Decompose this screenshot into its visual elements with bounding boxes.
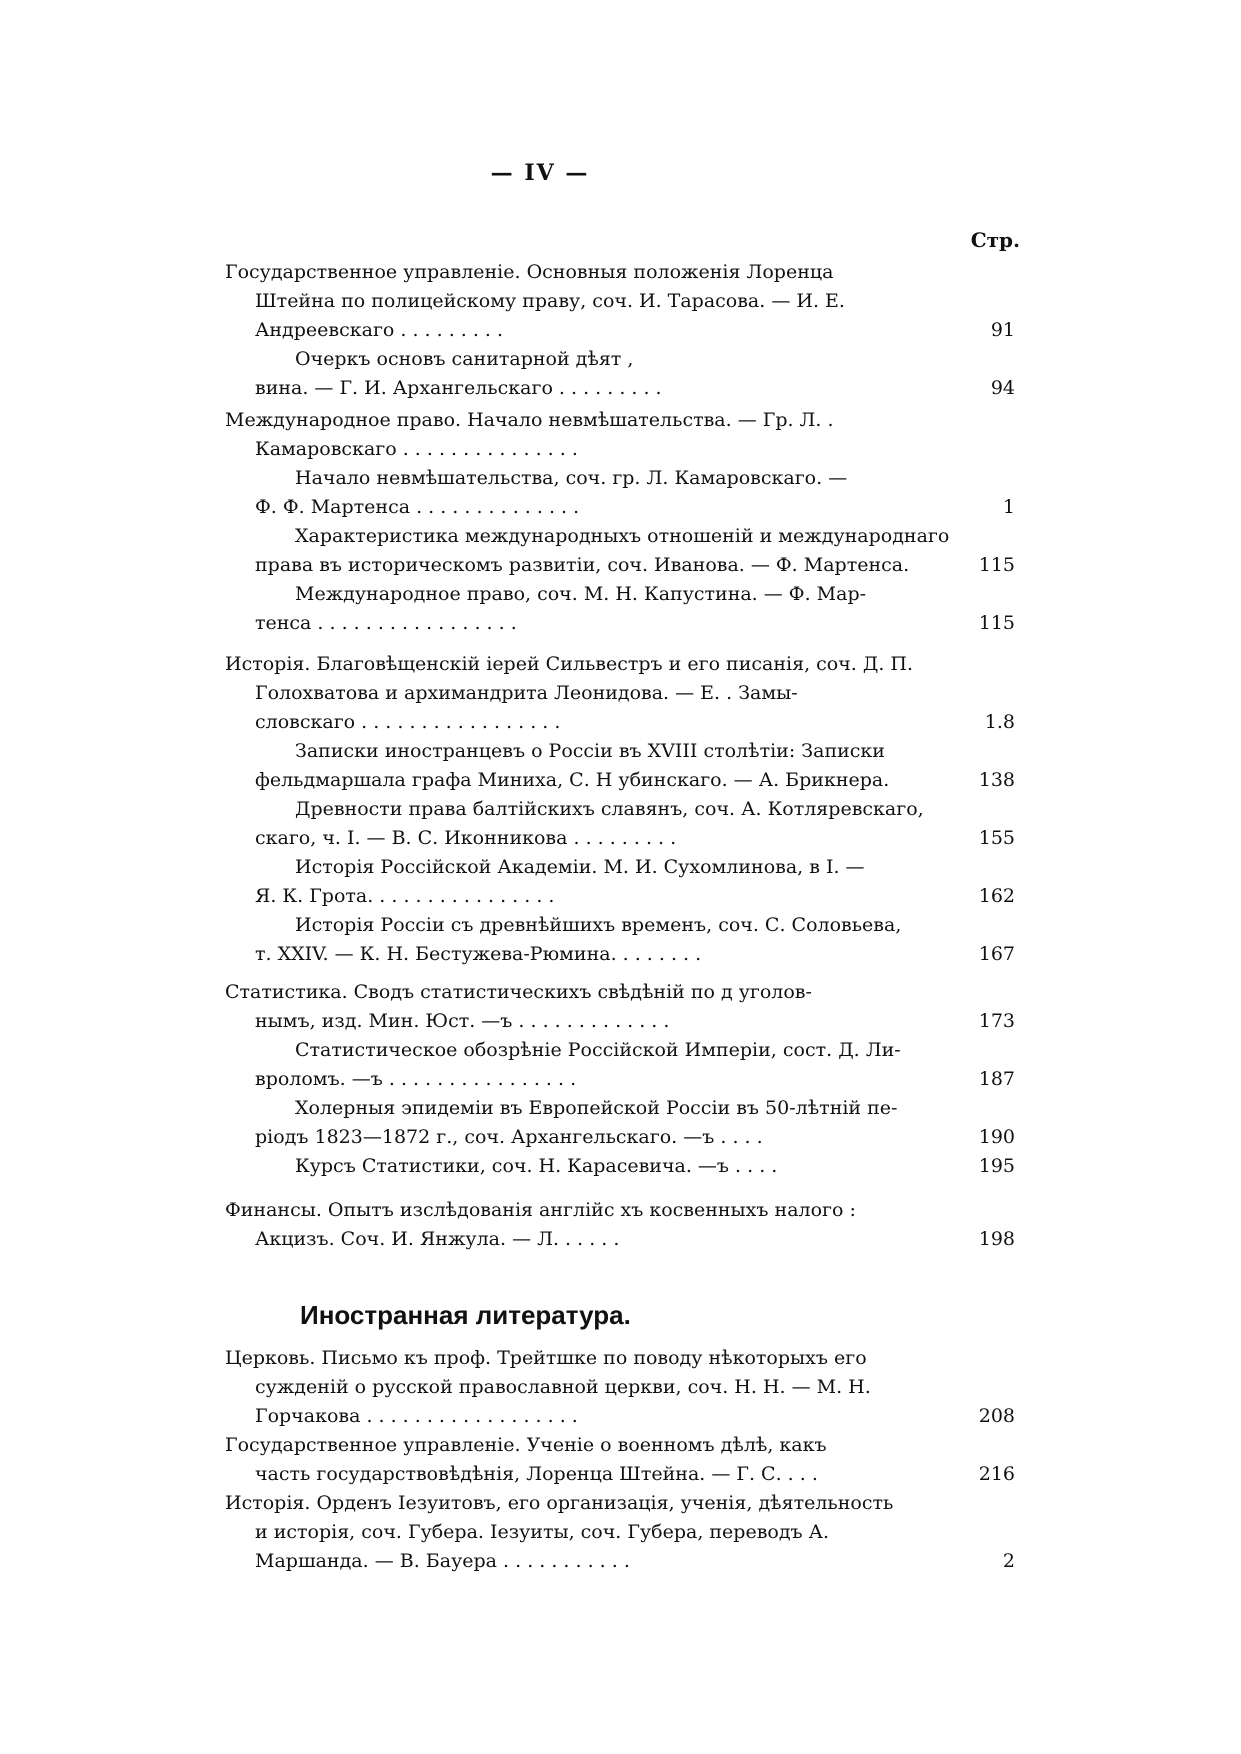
toc-text: тенса . . . . . . . . . . . . . . . . . [255,612,517,634]
toc-line: Характеристика международныхъ отношеній и международнаго [295,525,950,547]
toc-line [225,824,1015,853]
toc-line: Начало невмѣшательства, соч. гр. Л. Камаровскаго. — [295,467,848,489]
toc-line: Голохватова и архимандрита Леонидова. — Е. . Замы- [255,682,798,704]
toc-entry [225,406,1015,638]
toc-line: Финансы. Опытъ изслѣдованія англійс хъ косвенныхъ налого : [225,1199,856,1221]
toc-text: Акцизъ. Соч. И. Янжула. — Л. . . . . . [255,1228,620,1250]
toc-page: 155 [978,827,1015,849]
toc-line: Древности права балтійскихъ славянъ, соч. А. Котляревскаго, [295,798,924,820]
toc-page: 138 [978,769,1015,791]
toc-line [225,1547,1015,1576]
toc-entry [225,1431,1015,1489]
toc-page: 187 [978,1068,1015,1090]
toc-text: Горчакова . . . . . . . . . . . . . . . . . . [255,1405,578,1427]
toc-entry [225,978,1015,1181]
section-title: Иностранная литература. [300,1300,631,1330]
toc-page: 115 [978,612,1015,634]
toc-text: права въ историческомъ развитіи, соч. Иванова. — Ф. Мартенса. [255,554,910,576]
toc-text: Ф. Ф. Мартенса . . . . . . . . . . . . . . [255,496,580,518]
toc-line [225,940,1015,969]
toc-line: Исторія. Благовѣщенскій іерей Сильвестръ и его писанія, соч. Д. П. [225,653,914,675]
toc-text: Курсъ Статистики, соч. Н. Карасевича. —ъ . . . . [295,1155,778,1177]
page-column-label: Стр. [970,228,1020,252]
toc-line [225,1065,1015,1094]
toc-line [225,1007,1015,1036]
toc-line [225,882,1015,911]
toc-line: Государственное управленіе. Основныя положенія Лоренца [225,261,834,283]
toc-text: вроломъ. —ъ . . . . . . . . . . . . . . . . [255,1068,577,1090]
toc-text: скаго, ч. I. — В. С. Иконникова . . . . . . . . . [255,827,677,849]
toc-line: Международное право. Начало невмѣшательства. — Гр. Л. . [225,409,834,431]
toc-page: 195 [978,1155,1015,1177]
toc-page: 94 [990,377,1015,399]
toc-line: Холерныя эпидеміи въ Европейской Россіи въ 50-лѣтній пе- [295,1097,898,1119]
toc-line [225,1225,1015,1254]
toc-page: 91 [990,319,1015,341]
toc-line: Статистика. Сводъ статистическихъ свѣдѣній по д уголов- [225,981,812,1003]
page-number: — IV — [490,160,590,186]
toc-line: Международное право, соч. М. Н. Капустина. — Ф. Мар- [295,583,867,605]
toc-text: Я. К. Грота. . . . . . . . . . . . . . . . [255,885,555,907]
toc-line [225,1123,1015,1152]
toc-line [225,609,1015,638]
toc-line [225,1402,1015,1431]
toc-page: 198 [978,1228,1015,1250]
toc-line: Камаровскаго . . . . . . . . . . . . . . . [255,438,578,460]
toc-line: Государственное управленіе. Ученіе о военномъ дѣлѣ, какъ [225,1434,827,1456]
toc-page: 115 [978,554,1015,576]
toc-entry [225,1196,1015,1254]
toc-page: 162 [978,885,1015,907]
toc-entry [225,258,1015,403]
toc-page: 2 [1002,1550,1015,1572]
toc-text: Маршанда. — В. Бауера . . . . . . . . . . . [255,1550,630,1572]
toc-line [225,1460,1015,1489]
toc-page: 173 [978,1010,1015,1032]
toc-page: 1 [1002,496,1015,518]
toc-text: словскаго . . . . . . . . . . . . . . . . . [255,711,561,733]
toc-line [225,493,1015,522]
toc-line: сужденій о русской православной церкви, соч. Н. Н. — М. Н. [255,1376,871,1398]
toc-entry [225,1344,1015,1431]
toc-text: фельдмаршала графа Миниха, С. Н убинскаго. — А. Брикнера. [255,769,890,791]
toc-text: т. XXIV. — К. Н. Бестужева-Рюмина. . . . . . . . [255,943,702,965]
toc-line [225,1152,1015,1181]
toc-entry [225,1489,1015,1576]
toc-text: часть государствовѣдѣнія, Лоренца Штейна. — Г. С. . . . [255,1463,818,1485]
toc-text: вина. — Г. И. Архангельскаго . . . . . . . . . [255,377,662,399]
toc-line: Исторія Россіи съ древнѣйшихъ временъ, соч. С. Соловьева, [295,914,902,936]
toc-text: Андреевскаго . . . . . . . . . [255,319,504,341]
toc-line: и исторія, соч. Губера. Іезуиты, соч. Губера, переводъ А. [255,1521,830,1543]
toc-entry [225,650,1015,969]
toc-page: 190 [978,1126,1015,1148]
toc-page: 1.8 [984,711,1015,733]
toc-line [225,551,1015,580]
toc-page: 167 [978,943,1015,965]
toc-line: Исторія Россійской Академіи. М. И. Сухомлинова, в I. — [295,856,865,878]
toc-line: Статистическое обозрѣніе Россійской Имперіи, сост. Д. Ли- [295,1039,901,1061]
toc-line [225,766,1015,795]
toc-line: Исторія. Орденъ Іезуитовъ, его организація, ученія, дѣятельность [225,1492,894,1514]
toc-text: ріодъ 1823—1872 г., соч. Архангельскаго. —ъ . . . . [255,1126,763,1148]
toc-line: Церковь. Письмо къ проф. Трейтшке по поводу нѣкоторыхъ его [225,1347,867,1369]
toc-line: Записки иностранцевъ о Россіи въ XVIII столѣтіи: Записки [295,740,885,762]
toc-text: нымъ, изд. Мин. Юст. —ъ . . . . . . . . . . . . . [255,1010,670,1032]
toc-line: Штейна по полицейскому праву, соч. И. Тарасова. — И. Е. [255,290,845,312]
toc-page: 208 [978,1405,1015,1427]
toc-line [225,316,1015,345]
toc-line: Очеркъ основъ санитарной дѣят , [295,348,634,370]
toc-line [225,374,1015,403]
toc-page: 216 [978,1463,1015,1485]
toc-line [225,708,1015,737]
